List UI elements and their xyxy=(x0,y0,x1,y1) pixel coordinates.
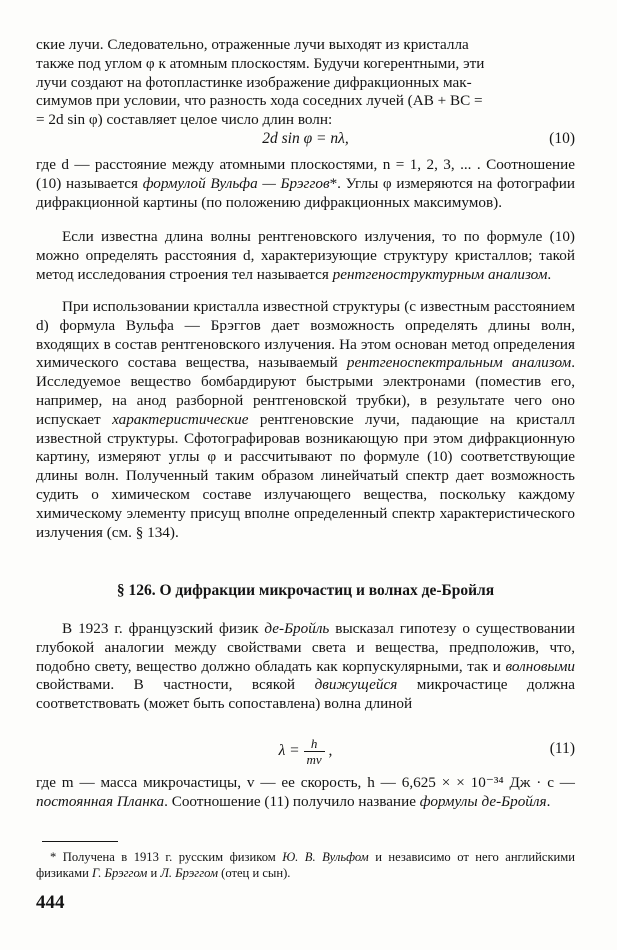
text: В 1923 г. французский физик xyxy=(62,620,265,637)
term-de-broglie-formula: формулы де-Бройля xyxy=(419,792,547,810)
text-line: лучи создают на фотопластинке изображение дифракционных мак- xyxy=(36,73,472,91)
term-planck-constant: постоянная Планка xyxy=(36,792,165,810)
text-line: = 2d sin φ) составляет целое число длин волн: xyxy=(36,111,333,129)
footnote xyxy=(36,849,575,881)
text: . Исследуемое вещество бомбардируют быстрыми электронами (поместив его, например, на анод разборной рентгеновской трубки), в результате чего оно испускает xyxy=(36,354,575,428)
text-line: симумов при условии, что разность хода соседних лучей (AB + BC = xyxy=(36,92,483,110)
denominator: mv xyxy=(306,752,322,767)
paragraph-bragg-formula xyxy=(36,156,575,212)
equation-number: (11) xyxy=(549,740,575,757)
text: и xyxy=(147,866,161,880)
paragraph-structural-analysis xyxy=(36,228,575,284)
text: Если известна длина волны рентгеновского излучения, то по формуле (10) можно определять расстояния d, характеризующие структуру кристаллов; такой метод исследования строения тел называется xyxy=(36,228,575,283)
paragraph-de-broglie-hypothesis xyxy=(36,620,575,714)
text: * Получена в 1913 г. русским физиком xyxy=(50,850,283,864)
equation-tail: , xyxy=(328,742,333,760)
footnote-divider xyxy=(42,841,118,842)
equation-body: 2d sin φ = nλ, xyxy=(262,130,349,147)
text: и независимо от него английскими физиками xyxy=(36,850,576,880)
text: (отец и сын). xyxy=(217,866,291,880)
person-wulff: Ю. В. Вульфом xyxy=(282,850,369,864)
text: микрочастице должна соответствовать (может быть сопоставлена) волна длиной xyxy=(36,676,575,713)
text: *. Углы φ измеряются на фотографии дифракционной картины (по положению дифракционных максимумов). xyxy=(36,174,575,211)
name-de-broglie: де-Бройль xyxy=(264,620,330,637)
text: . Соотношение (11) получило название xyxy=(164,792,420,810)
equation-number: (10) xyxy=(549,130,575,147)
section-heading: § 126. О дифракции микрочастиц и волнах де-Бройля xyxy=(116,582,495,599)
term-wave: волновыми xyxy=(505,657,575,675)
person-bragg-senior: Г. Брэггом xyxy=(92,866,148,880)
equation-lhs: λ = xyxy=(278,742,300,760)
text: свойствами. В частности, всякой xyxy=(36,676,315,694)
term-characteristic: характеристические xyxy=(112,410,249,428)
equation-body xyxy=(36,736,575,767)
text: рентгеновские лучи, падающие на кристалл известной структуры. Сфотографировав возникающую при этом дифракционную картину, измеряют углы φ и рассчитывают по формуле (10) соответствующие длины волн. Полученный таким образом линейчатый спектр дает возможность судить о химическом составе излучающего вещества, поскольку каждому химическому элементу присущ вполне определенный спектр характеристического излучения (см. § 134). xyxy=(36,410,575,541)
term-structural-analysis: рентгеноструктурным анализом xyxy=(332,265,548,283)
text: где m — масса микрочастицы, v — ее скорость, h — 6,625 × × 10⁻³⁴ Дж · с — xyxy=(36,774,575,791)
person-bragg-junior: Л. Брэггом xyxy=(160,866,218,880)
text: При использовании кристалла известной структуры (с известным расстоянием d) формула Вульфа — Брэггов дает возможность определять длины волн, входящих в состав рентгеновского излучения. На этом основан метод определения химического состава вещества, называемый xyxy=(36,298,575,372)
text: . xyxy=(546,792,551,810)
paragraph-de-broglie-formula xyxy=(36,774,575,812)
paragraph-bragg-reflection xyxy=(36,36,575,130)
term-spectral-analysis: рентгеноспектральным анализом xyxy=(346,354,572,372)
text: высказал гипотезу о существовании глубокой аналогии между свойствами света и вещества, предположив, что, подобно свету, вещество должно обладать как корпускулярными, так и xyxy=(36,620,575,675)
term-bragg-formula: формулой Вульфа — Брэггов xyxy=(142,174,330,192)
text: где d — расстояние между атомными плоскостями, n = 1, 2, 3, ... . Соотношение (10) называется xyxy=(36,156,575,192)
paragraph-spectral-analysis xyxy=(36,298,575,542)
equation-11 xyxy=(36,730,575,768)
fraction xyxy=(304,736,325,767)
page-number: 444 xyxy=(36,892,65,913)
text-line: также под углом φ к атомным плоскостям. Будучи когерентными, эти xyxy=(36,54,485,72)
text-line: ские лучи. Следовательно, отраженные лучи выходят из кристалла xyxy=(36,36,469,53)
equation-10 xyxy=(36,128,575,152)
term-moving: движущейся xyxy=(314,676,398,694)
text: . xyxy=(547,265,552,283)
numerator: h xyxy=(304,736,325,752)
